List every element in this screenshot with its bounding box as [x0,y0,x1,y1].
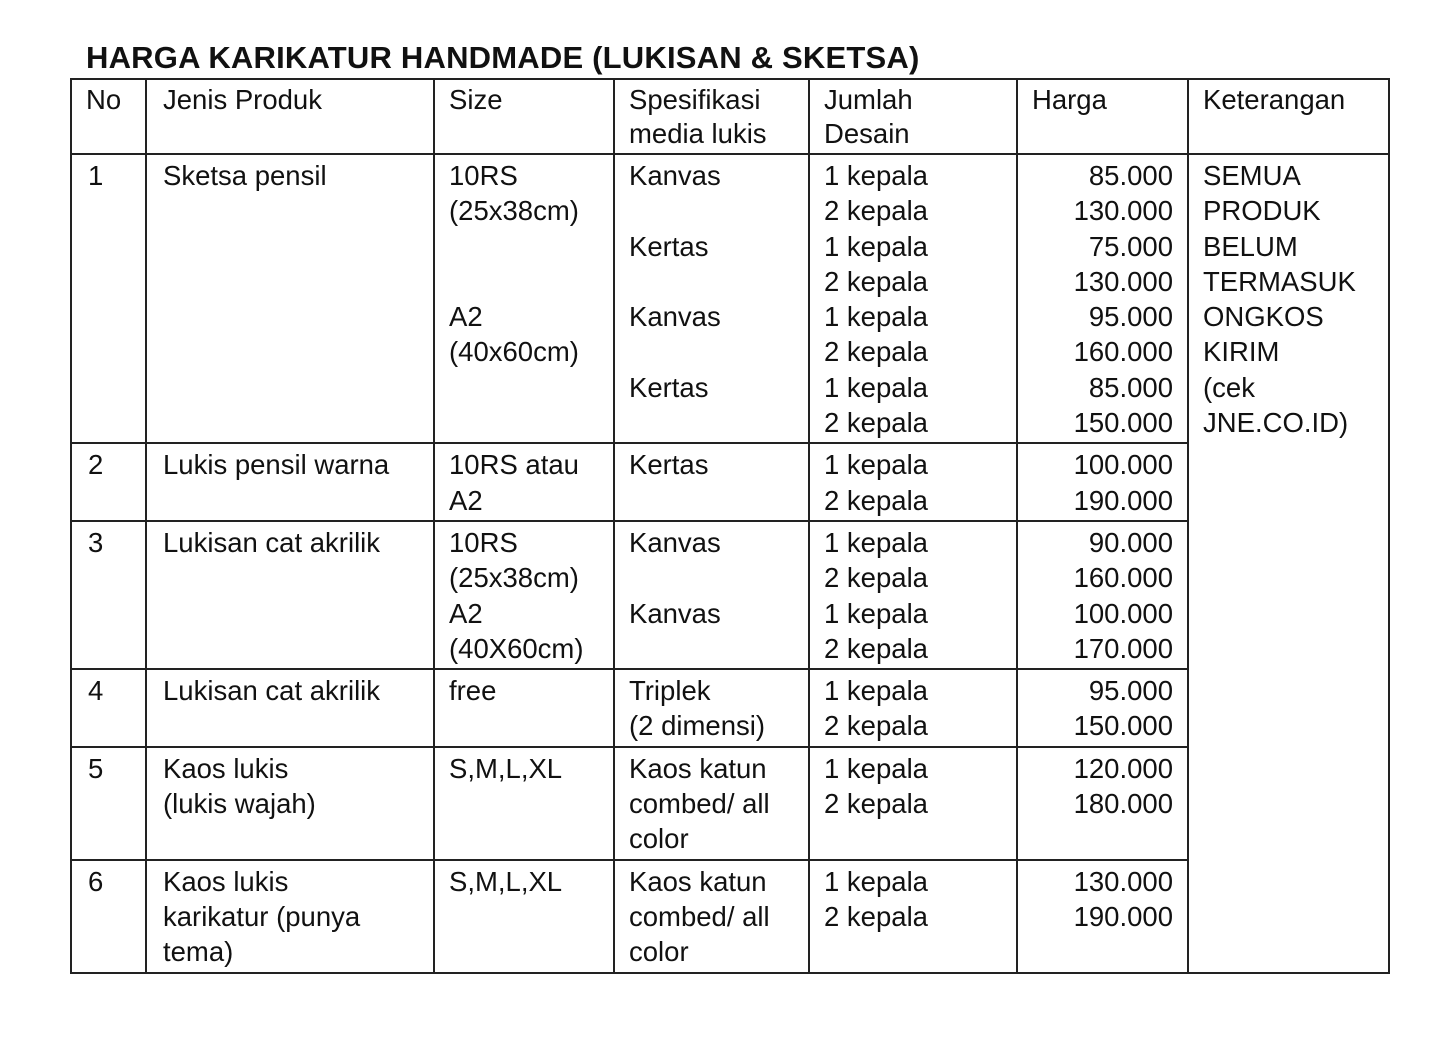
row-size [434,669,614,747]
row-note [1188,154,1389,973]
qty-value: 1 kepala [824,526,928,558]
document-title: HARGA KARIKATUR HANDMADE (LUKISAN & SKETSA) [86,40,920,75]
spec-value: Triplek [629,675,711,707]
header-price: Harga [1017,79,1188,154]
price-value: 95.000 [1088,675,1173,707]
row-price [1017,154,1188,443]
row-qty [809,747,1017,860]
price-value: 130.000 [1073,265,1173,297]
spec-value: Kanvas [629,597,721,629]
table-header-row [71,79,1389,154]
qty-value: 2 kepala [824,900,928,932]
row-product [146,154,434,443]
header-spec: Spesifikasi media lukis [614,79,809,154]
size-value [449,264,599,299]
qty-value: 2 kepala [824,484,928,516]
size-value: (25x38cm) [449,562,579,594]
row-no [71,154,146,443]
spec-value [629,264,794,299]
row-size [434,747,614,860]
row-size [434,860,614,973]
price-value: 170.000 [1073,632,1173,664]
spec-value: Kaos katun [629,752,767,784]
price-value: 75.000 [1088,230,1173,262]
price-value: 190.000 [1073,900,1173,932]
size-value: 10RS atau [449,449,579,481]
row-spec [614,443,809,521]
spec-value: Kertas [629,371,709,403]
note-line: (cek [1203,371,1255,403]
note-line: ONGKOS [1203,301,1324,333]
price-value: 120.000 [1073,752,1173,784]
qty-value: 1 kepala [824,160,928,191]
row-qty [809,860,1017,973]
no-value: 1 [88,160,104,191]
size-value: free [449,675,497,707]
product-value: Sketsa pensil [163,160,327,191]
row-price [1017,747,1188,860]
row-spec [614,747,809,860]
product-value: Lukisan cat akrilik [163,526,381,558]
size-value: A2 [449,484,483,516]
header-note: Keterangan [1188,79,1389,154]
row-price [1017,521,1188,669]
row-product [146,443,434,521]
spec-value: Kanvas [629,526,721,558]
product-value: tema) [163,936,234,968]
row-no [71,443,146,521]
no-value: 4 [88,675,104,707]
product-value: Kaos lukis [163,752,289,784]
row-no [71,669,146,747]
spec-value: color [629,823,689,855]
price-table [70,78,1390,974]
spec-value: Kertas [629,449,709,481]
row-size [434,521,614,669]
price-value: 190.000 [1073,484,1173,516]
row-qty [809,443,1017,521]
spec-value: Kanvas [629,160,721,191]
product-value: Kaos lukis [163,865,289,897]
size-value: S,M,L,XL [449,865,563,897]
price-value: 85.000 [1088,371,1173,403]
qty-value: 1 kepala [824,597,928,629]
row-product [146,521,434,669]
spec-value: combed/ all [629,900,770,932]
row-product [146,669,434,747]
size-value [449,405,599,440]
note-line: PRODUK [1203,195,1321,227]
price-value: 160.000 [1073,562,1173,594]
qty-value: 2 kepala [824,336,928,368]
price-value: 130.000 [1073,195,1173,227]
spec-value [629,631,794,666]
header-product: Jenis Produk [146,79,434,154]
product-value: karikatur (punya [163,900,361,932]
row-qty [809,521,1017,669]
price-value: 100.000 [1073,449,1173,481]
table-row [71,154,1389,443]
size-value [449,370,599,405]
spec-value: (2 dimensi) [629,710,766,742]
price-value: 150.000 [1073,407,1173,439]
row-qty [809,154,1017,443]
table-body [71,154,1389,973]
size-value: A2 [449,301,483,333]
row-spec [614,154,809,443]
qty-value: 1 kepala [824,449,928,481]
header-qty: Jumlah Desain [809,79,1017,154]
note-line: JNE.CO.ID) [1203,407,1349,439]
row-no [71,860,146,973]
qty-value: 2 kepala [824,265,928,297]
note-line: KIRIM [1203,336,1280,368]
no-value: 2 [88,449,104,481]
row-price [1017,443,1188,521]
spec-value [629,560,794,595]
row-spec [614,521,809,669]
spec-value: Kanvas [629,301,721,333]
price-value: 150.000 [1073,710,1173,742]
qty-value: 2 kepala [824,788,928,820]
price-value: 90.000 [1088,526,1173,558]
qty-value: 2 kepala [824,710,928,742]
qty-value: 2 kepala [824,632,928,664]
note-line: TERMASUK [1203,265,1356,297]
size-value: A2 [449,597,483,629]
qty-value: 1 kepala [824,230,928,262]
row-qty [809,669,1017,747]
qty-value: 2 kepala [824,195,928,227]
header-size: Size [434,79,614,154]
no-value: 3 [88,526,104,558]
no-value: 6 [88,865,104,897]
price-value: 180.000 [1073,788,1173,820]
size-value: (40X60cm) [449,632,584,664]
size-value: (40x60cm) [449,336,579,368]
size-value: S,M,L,XL [449,752,563,784]
product-value: (lukis wajah) [163,788,316,820]
spec-value [629,483,794,518]
price-value: 100.000 [1073,597,1173,629]
row-product [146,860,434,973]
qty-value: 1 kepala [824,752,928,784]
row-product [146,747,434,860]
row-no [71,521,146,669]
header-no: No [71,79,146,154]
price-value: 160.000 [1073,336,1173,368]
row-price [1017,860,1188,973]
size-value: 10RS [449,526,518,558]
qty-value: 1 kepala [824,865,928,897]
note-line: SEMUA [1203,160,1301,191]
row-no [71,747,146,860]
qty-value: 1 kepala [824,371,928,403]
spec-value: Kertas [629,230,709,262]
row-size [434,154,614,443]
price-value: 95.000 [1088,301,1173,333]
qty-value: 2 kepala [824,407,928,439]
qty-value: 1 kepala [824,301,928,333]
spec-value [629,405,794,440]
row-spec [614,860,809,973]
row-size [434,443,614,521]
no-value: 5 [88,752,104,784]
spec-value [629,193,794,228]
product-value: Lukis pensil warna [163,449,390,481]
price-value: 85.000 [1088,160,1173,191]
spec-value: Kaos katun [629,865,767,897]
qty-value: 2 kepala [824,562,928,594]
spec-value [629,334,794,369]
qty-value: 1 kepala [824,675,928,707]
note-line: BELUM [1203,230,1298,262]
price-value: 130.000 [1073,865,1173,897]
size-value: 10RS [449,160,518,191]
product-value: Lukisan cat akrilik [163,675,381,707]
row-spec [614,669,809,747]
size-value [449,229,599,264]
spec-value: color [629,936,689,968]
row-price [1017,669,1188,747]
size-value: (25x38cm) [449,195,579,227]
spec-value: combed/ all [629,788,770,820]
